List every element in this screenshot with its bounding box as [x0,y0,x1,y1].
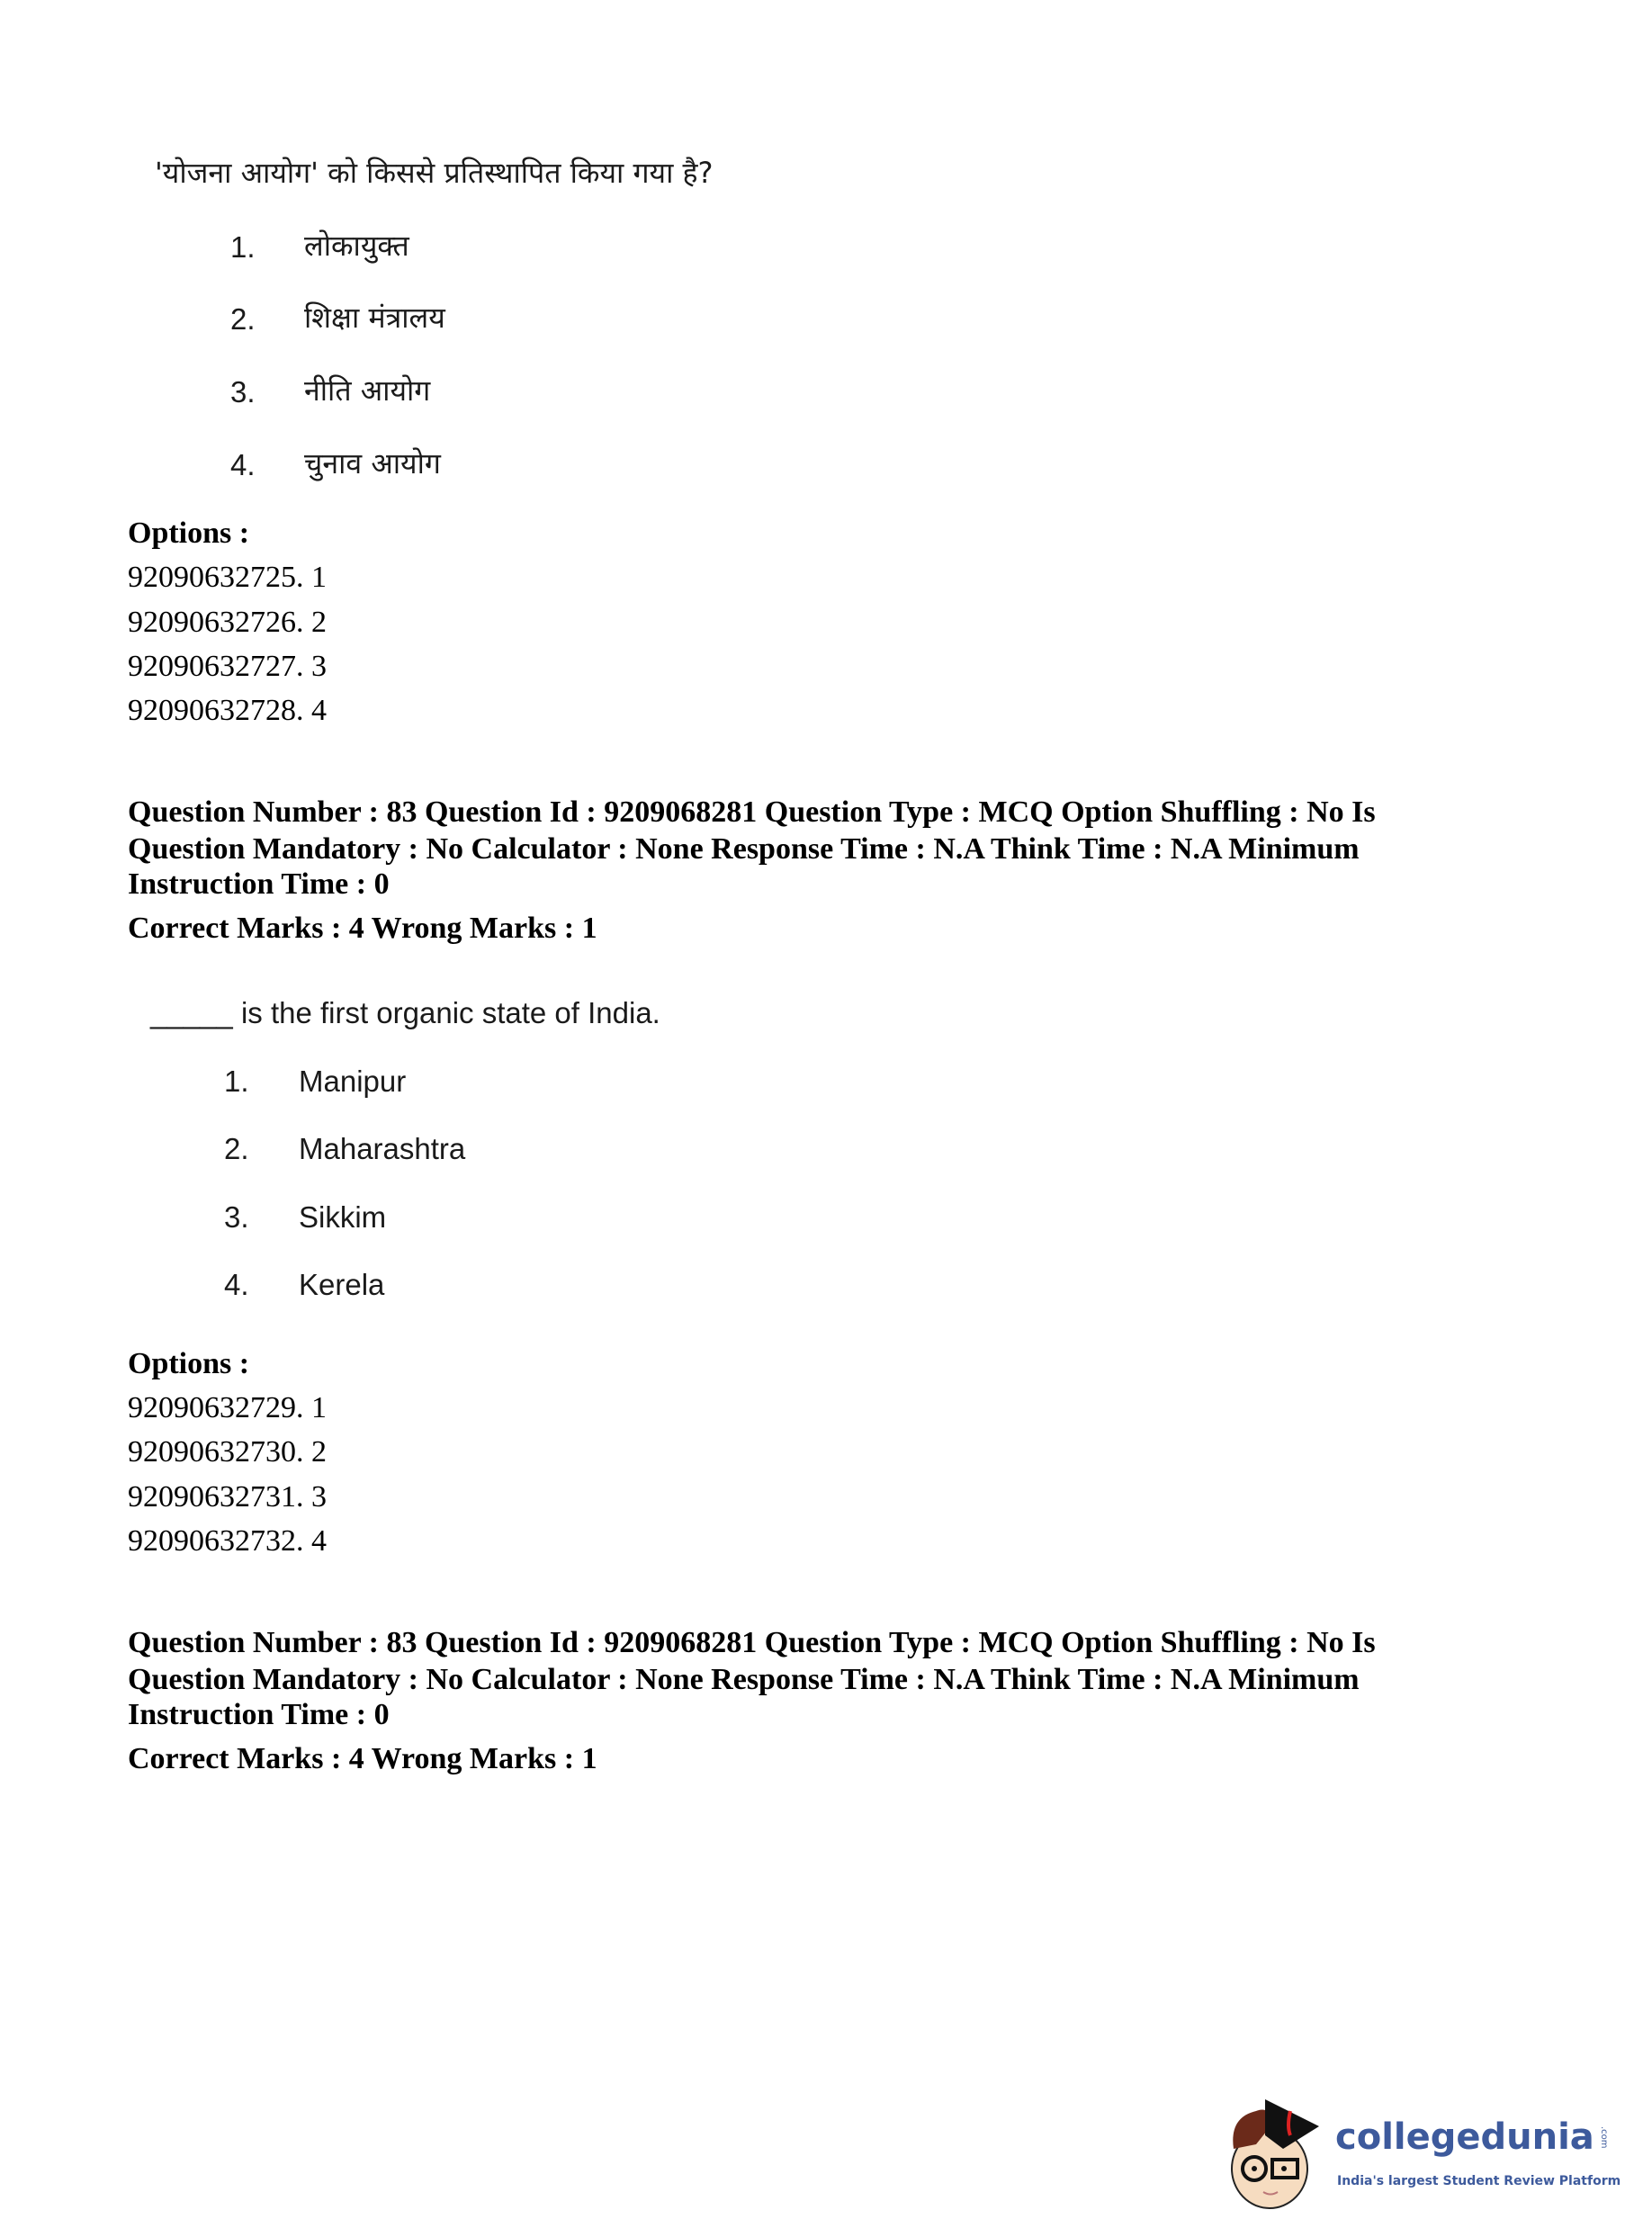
option-id: 92090632727. 3 [128,650,327,683]
option-id: 92090632730. 2 [128,1435,327,1469]
question-marks: Correct Marks : 4 Wrong Marks : 1 [128,912,597,945]
blank: _____ [150,996,233,1029]
logo-suffix: .com [1598,2125,1609,2149]
option-id: 92090632726. 2 [128,606,327,639]
question-1-choice-label: लोकायुक्त [304,229,409,263]
question-2-choice-label: Manipur [299,1065,407,1098]
collegedunia-logo [1220,2095,1652,2212]
question-1-choice-num: 4. [230,448,256,481]
question-1-choice-label: चुनाव आयोग [304,446,441,481]
question-2-choice-num: 4. [224,1268,249,1301]
question-2-choice-label: Maharashtra [299,1132,466,1165]
question-1-choice-num: 3. [230,375,256,409]
question-1-choice-num: 1. [230,230,256,264]
question-2-choice-num: 3. [224,1200,249,1234]
question-1-choice-label: नीति आयोग [304,373,431,408]
question-2-text [150,995,660,1031]
options-heading: Options : [128,1347,250,1380]
question-2-choice-label: Sikkim [299,1200,387,1234]
option-id: 92090632732. 4 [128,1524,327,1558]
question-meta-line: Question Number : 83 Question Id : 9209068281 Question Type : MCQ Option Shuffling : No Is [128,795,1376,829]
question-meta-line: Question Number : 83 Question Id : 9209068281 Question Type : MCQ Option Shuffling : No Is [128,1626,1376,1659]
question-2-choice-label: Kerela [299,1268,385,1301]
option-id: 92090632725. 1 [128,561,327,594]
logo-wordmark [1335,2115,1609,2160]
options-heading: Options : [128,517,250,550]
question-meta-line: Instruction Time : 0 [128,867,390,901]
question-1-choice-label: शिक्षा मंत्रालय [304,301,445,335]
option-id: 92090632731. 3 [128,1480,327,1514]
question-marks: Correct Marks : 4 Wrong Marks : 1 [128,1742,597,1775]
option-id: 92090632728. 4 [128,694,327,727]
logo-tagline: India's largest Student Review Platform [1337,2174,1621,2188]
question-1-choice-num: 2. [230,302,256,336]
question-1-text: 'योजना आयोग' को किससे प्रतिस्थापित किया गया है? [155,156,714,190]
question-meta-line: Question Mandatory : No Calculator : None Response Time : N.A Think Time : N.A Minimum [128,1663,1360,1696]
question-meta-line: Question Mandatory : No Calculator : None Response Time : N.A Think Time : N.A Minimum [128,832,1360,866]
question-2-choice-num: 1. [224,1065,249,1098]
mascot-icon [1220,2095,1333,2212]
question-2-statement: is the first organic state of India. [240,996,660,1029]
question-2-choice-num: 2. [224,1132,249,1165]
question-meta-line: Instruction Time : 0 [128,1698,390,1731]
option-id: 92090632729. 1 [128,1391,327,1424]
logo-brand: collegedunia [1335,2116,1594,2158]
